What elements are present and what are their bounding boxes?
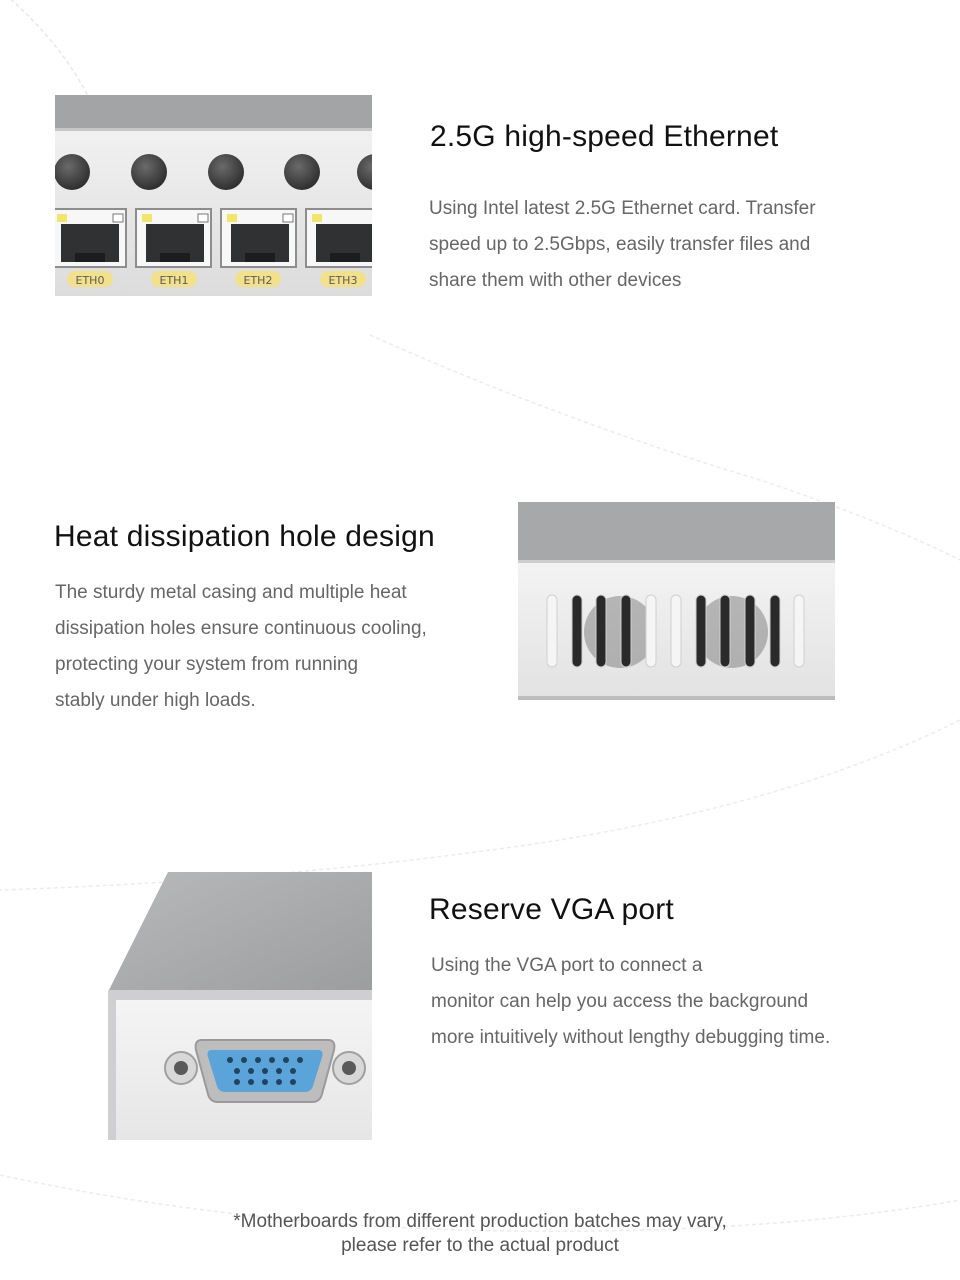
ethernet-port [221, 209, 296, 267]
ethernet-ports-photo [55, 95, 372, 296]
vga-title: Reserve VGA port [429, 893, 674, 926]
heat-dissipation-description [55, 575, 427, 719]
ethernet-title: 2.5G high-speed Ethernet [430, 120, 779, 153]
description-line: more intuitively without lengthy debugging time. [431, 1027, 831, 1048]
ethernet-port [55, 209, 126, 267]
vga-port-photo [108, 872, 372, 1140]
description-line: Using the VGA port to connect a [431, 955, 703, 976]
description-line: stably under high loads. [55, 690, 256, 711]
port-label: ETH3 [328, 274, 358, 287]
port-label: ETH2 [243, 274, 273, 287]
footnote-line: please refer to the actual product [341, 1235, 619, 1256]
ethernet-port [136, 209, 211, 267]
description-line: speed up to 2.5Gbps, easily transfer files and [429, 234, 811, 255]
port-label: ETH1 [159, 274, 189, 287]
heat-vents-photo [518, 502, 835, 700]
description-line: protecting your system from running [55, 654, 359, 675]
disclaimer-footnote [0, 1210, 960, 1258]
vga-description [431, 948, 830, 1056]
heat-dissipation-title: Heat dissipation hole design [54, 520, 435, 553]
description-line: monitor can help you access the background [431, 991, 809, 1012]
description-line: share them with other devices [429, 270, 682, 291]
description-line: dissipation holes ensure continuous cooling, [55, 618, 427, 639]
port-label: ETH0 [75, 274, 105, 287]
description-line: Using Intel latest 2.5G Ethernet card. Transfer [429, 198, 816, 219]
ethernet-port [306, 209, 372, 267]
description-line: The sturdy metal casing and multiple heat [55, 582, 407, 603]
ethernet-description [429, 191, 816, 299]
footnote-line: *Motherboards from different production batches may vary, [233, 1211, 727, 1232]
